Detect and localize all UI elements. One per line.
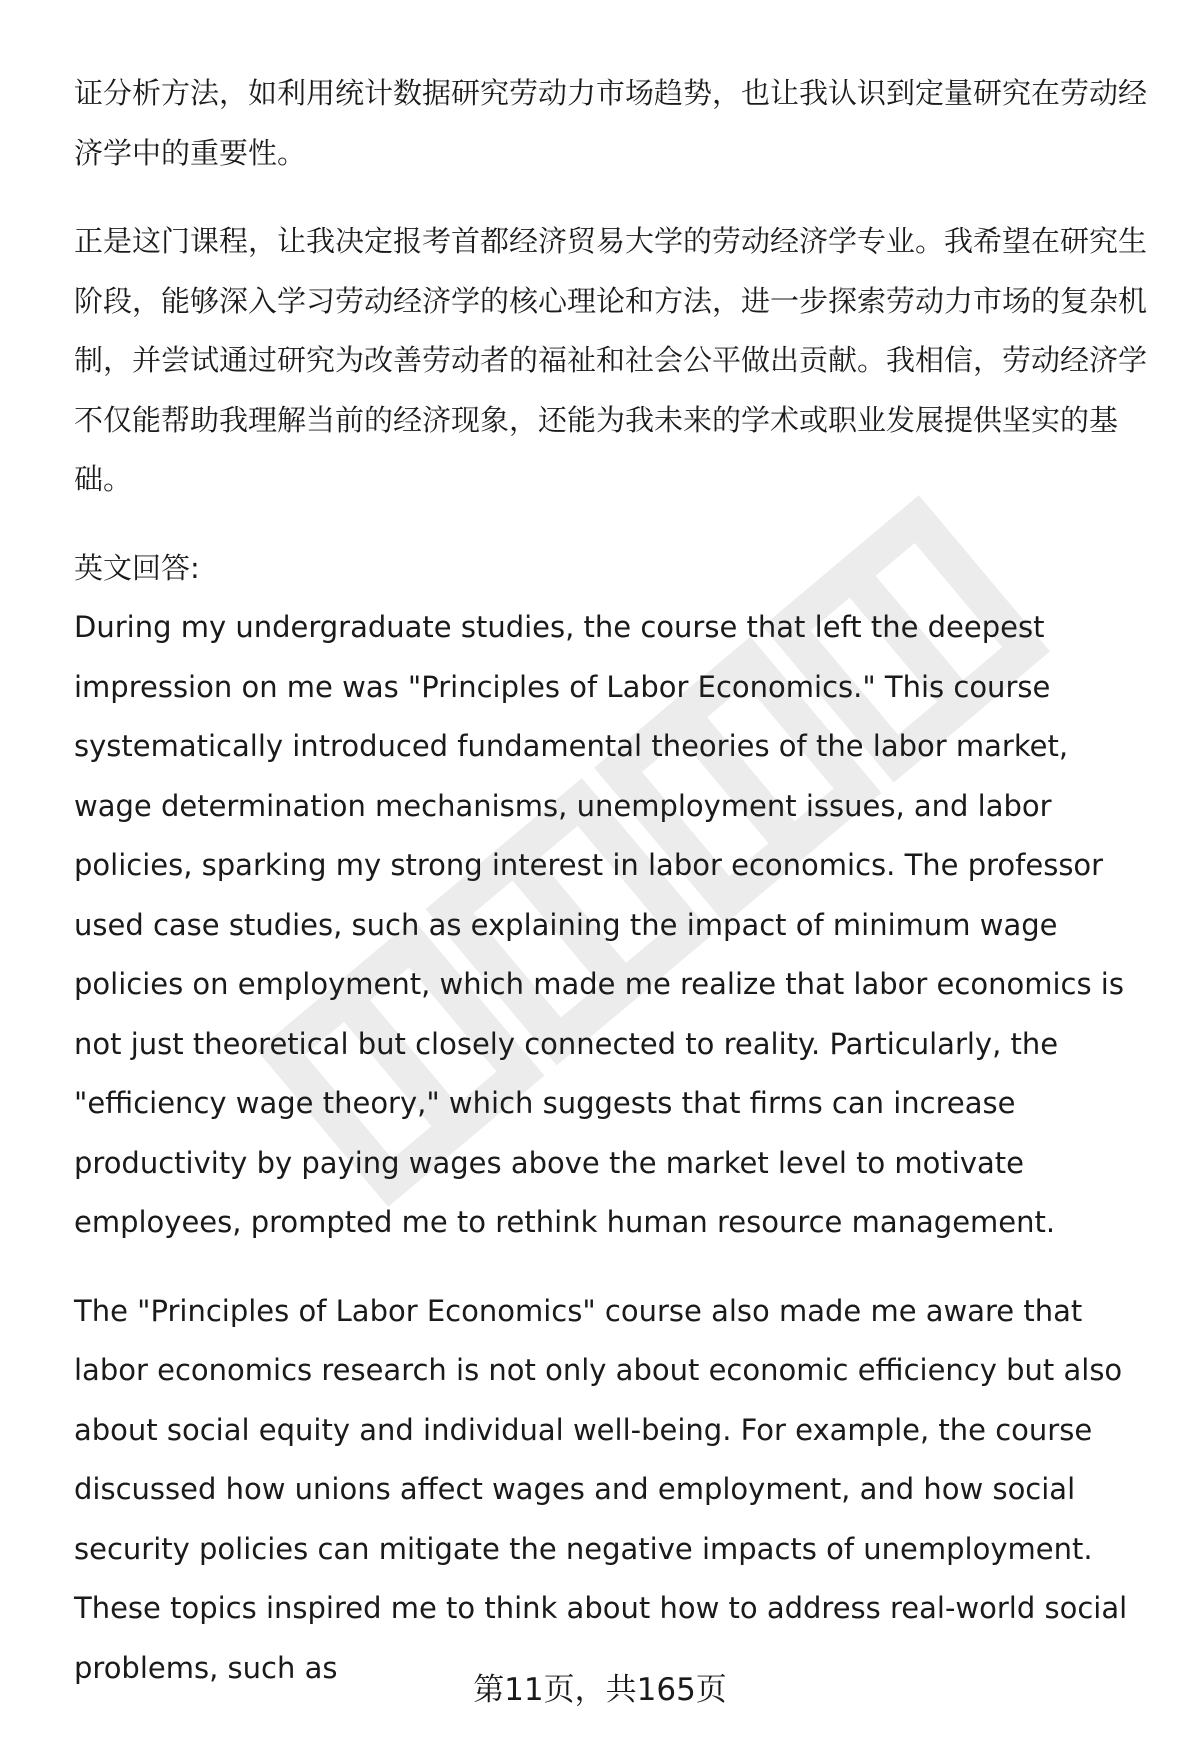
paragraph-en-1: During my undergraduate studies, the course that left the deepest impression on me was "Principles of Labor Economics." This course systematically introduced fundamental theories of the labor market, wage determination mechanisms, unemployment issues, and labor policies, sparking my strong interest in labor economics. The professor used case studies, such as explaining the impact of minimum wage policies on employment, which made me realize that labor economics is not just theoretical but closely connected to reality. Particularly, the "efficiency wage theory," which suggests that firms can increase productivity by paying wages above the market level to motivate employees, prompted me to rethink human resource management. [74, 610, 1124, 1239]
paragraph-zh-1: 证分析方法，如利用统计数据研究劳动力市场趋势，也让我认识到定量研究在劳动经济学中的重要性。 [74, 76, 1148, 170]
paragraph-en-2: The "Principles of Labor Economics" course also made me aware that labor economics research is not only about economic efficiency but also about social equity and individual well-being. For example, the course discussed how unions affect wages and employment, and how social security policies can mitigate the negative impacts of unemployment. These topics inspired me to think about how to address real-world social problems, such as [74, 1293, 1128, 1685]
page-footer: 第11页，共165页 [473, 1672, 727, 1708]
english-answer-label: 英文回答: [74, 550, 200, 585]
paragraph-zh-2: 正是这门课程，让我决定报考首都经济贸易大学的劳动经济学专业。我希望在研究生阶段，能够深入学习劳动经济学的核心理论和方法，进一步探索劳动力市场的复杂机制，并尝试通过研究为改善劳动者的福祉和社会公平做出贡献。我相信，劳动经济学不仅能帮助我理解当前的经济现象，还能为我未来的学术或职业发展提供坚实的基础。 [74, 224, 1148, 496]
document-body [74, 64, 1154, 1698]
